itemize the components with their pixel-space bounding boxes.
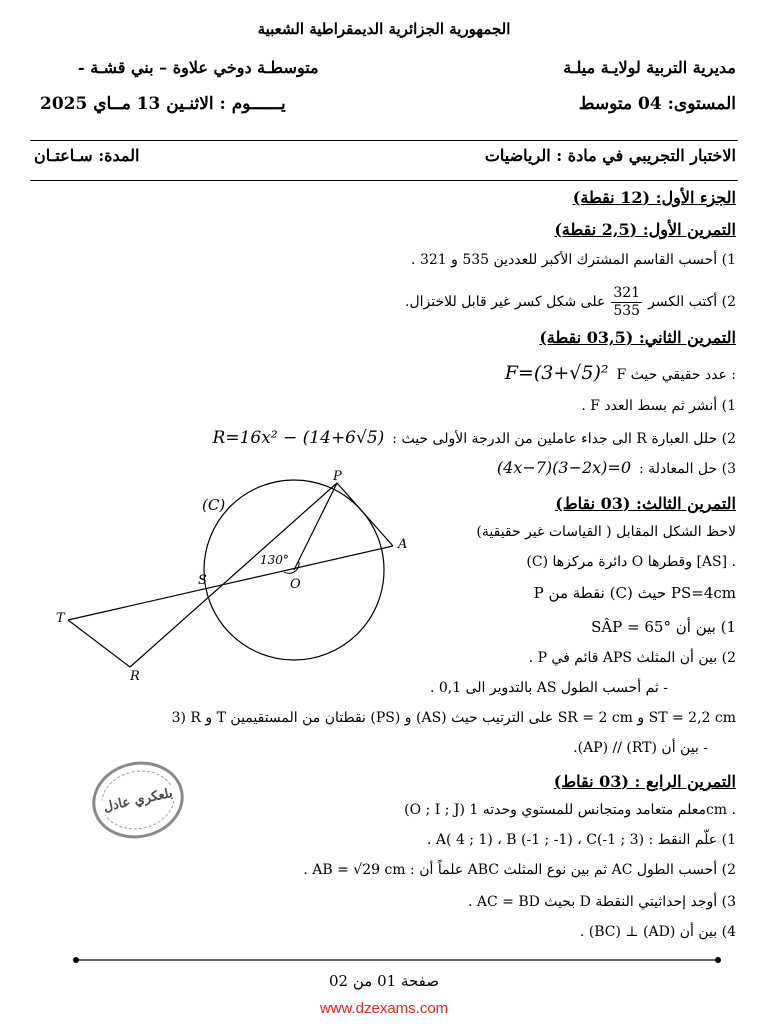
- ex3-q2: 2) بين أن المثلث APS قائم في P .: [528, 650, 736, 666]
- ex4-title: التمرين الرابع : (03 نقاط): [553, 772, 736, 791]
- ex3-q1: 1) بين أن SÂP = 65°: [591, 618, 736, 636]
- label-S: S: [198, 573, 207, 588]
- label-angle: 130°: [260, 553, 289, 567]
- ex4-intro: (O ; I ; J) معلم متعامد ومتجانس للمستوي وحدته 1cm .: [404, 802, 736, 818]
- label-A: A: [398, 537, 408, 552]
- exam-date: يــــــوم : الاثنـين 13 مــاي 2025: [40, 94, 286, 114]
- fraction-numerator: 321: [613, 284, 641, 301]
- ex3-line3: P نقطة من (C) حيث PS=4cm: [533, 584, 736, 602]
- fraction-denominator: 535: [613, 302, 641, 319]
- segment-TR: [68, 620, 130, 667]
- ex1-q2-text-a: 2) أكتب الكسر: [648, 294, 736, 310]
- ex2-intro: [505, 362, 736, 384]
- ex2-F-expression: F=(3+√5)²: [504, 362, 609, 384]
- ex2-equation: (4x−7)(3−2x)=0: [496, 458, 632, 477]
- part1-title: الجزء الأول: (12 نقطة): [572, 188, 736, 207]
- ex1-q2: [405, 282, 736, 322]
- school-name: متوسطـة دوخي علاوة – بني قشـة -: [78, 58, 319, 77]
- ex4-q3: 3) أوجد إحداثيتي النقطة D بحيث AC = BD .: [467, 894, 736, 910]
- ex2-R-expression: R=16x² − (14+6√5): [212, 428, 385, 448]
- ex2-q2-text: 2) حلل العبارة R الى جداء عاملين من الدرجة الأولى حيث :: [392, 431, 736, 447]
- ex1-q1: 1) أحسب القاسم المشترك الأكبر للعددين 535 و 321 .: [411, 252, 736, 268]
- ex2-intro-text: F عدد حقيقي حيث :: [616, 367, 736, 383]
- ex4-q1: 1) علّم النقط : A( 4 ; 1) ، B (-1 ; -1) ، C(-1 ; 3) .: [427, 832, 736, 848]
- ex2-q2: [213, 428, 736, 448]
- ex2-q3: [497, 458, 736, 477]
- ex2-q1: 1) أنشر ثم بسط العدد F .: [581, 398, 736, 414]
- page-number: صفحة 01 من 02: [328, 972, 439, 990]
- header-divider-top: [30, 140, 738, 141]
- label-O: O: [290, 577, 301, 592]
- duration: المدة: سـاعتـان: [34, 146, 140, 165]
- stamp-text: بلعكري عادل: [102, 785, 174, 815]
- footer-divider: [72, 955, 722, 965]
- level: المستوى: 04 متوسط: [578, 94, 736, 114]
- header-divider-bottom: [30, 180, 738, 181]
- ex2-title: التمرين الثاني: (03,5 نقطة): [539, 328, 736, 347]
- segment-PO: [294, 483, 337, 570]
- segment-PA: [337, 483, 393, 546]
- ex1-title: التمرين الأول: (2,5 نقطة): [554, 220, 736, 239]
- ex3-title: التمرين الثالث: (03 نقاط): [555, 494, 736, 513]
- republic-title: الجمهورية الجزائرية الديمقراطية الشعبية: [257, 20, 511, 38]
- teacher-stamp: [85, 753, 191, 846]
- exam-title: الاختبار التجريبي في مادة : الرياضيات: [484, 146, 736, 165]
- line-AT: [68, 546, 393, 620]
- label-T: T: [56, 611, 65, 626]
- ex4-q4: 4) بين أن (AD) ⊥ (BC) .: [579, 924, 736, 940]
- label-P: P: [333, 470, 342, 484]
- directorate: مديرية التربية لولايـة ميلـة: [563, 58, 736, 77]
- ex1-q2-text-b: على شكل كسر غير قابل للاختزال.: [405, 294, 606, 310]
- ex3-line2: (C) دائرة مركزها O وقطرها [AS] .: [526, 554, 736, 570]
- website-link[interactable]: www.dzexams.com: [319, 1000, 449, 1017]
- ex3-q3b: - بين أن (RT) // (AP).: [573, 740, 708, 756]
- label-circle: (C): [202, 496, 226, 514]
- ex3-q3: 3) R و T نقطتان من المستقيمين (PS) و (AS) على الترتيب حيث SR = 2 cm و ST = 2,2 cm: [171, 710, 736, 726]
- ex2-q3-text: 3) حل المعادلة :: [639, 461, 736, 477]
- line-PR: [130, 483, 337, 667]
- geometry-figure: [50, 470, 450, 680]
- ex3-q2b: - ثم أحسب الطول AS بالتدوير الى 0,1 .: [429, 680, 668, 696]
- label-R: R: [130, 669, 140, 680]
- fraction: [611, 285, 642, 320]
- ex3-line1: لاحظ الشكل المقابل ( القياسات غير حقيقية): [476, 524, 736, 540]
- ex4-q2: 2) أحسب الطول AC ثم بين نوع المثلث ABC علماً أن : AB = √29 cm .: [303, 862, 736, 878]
